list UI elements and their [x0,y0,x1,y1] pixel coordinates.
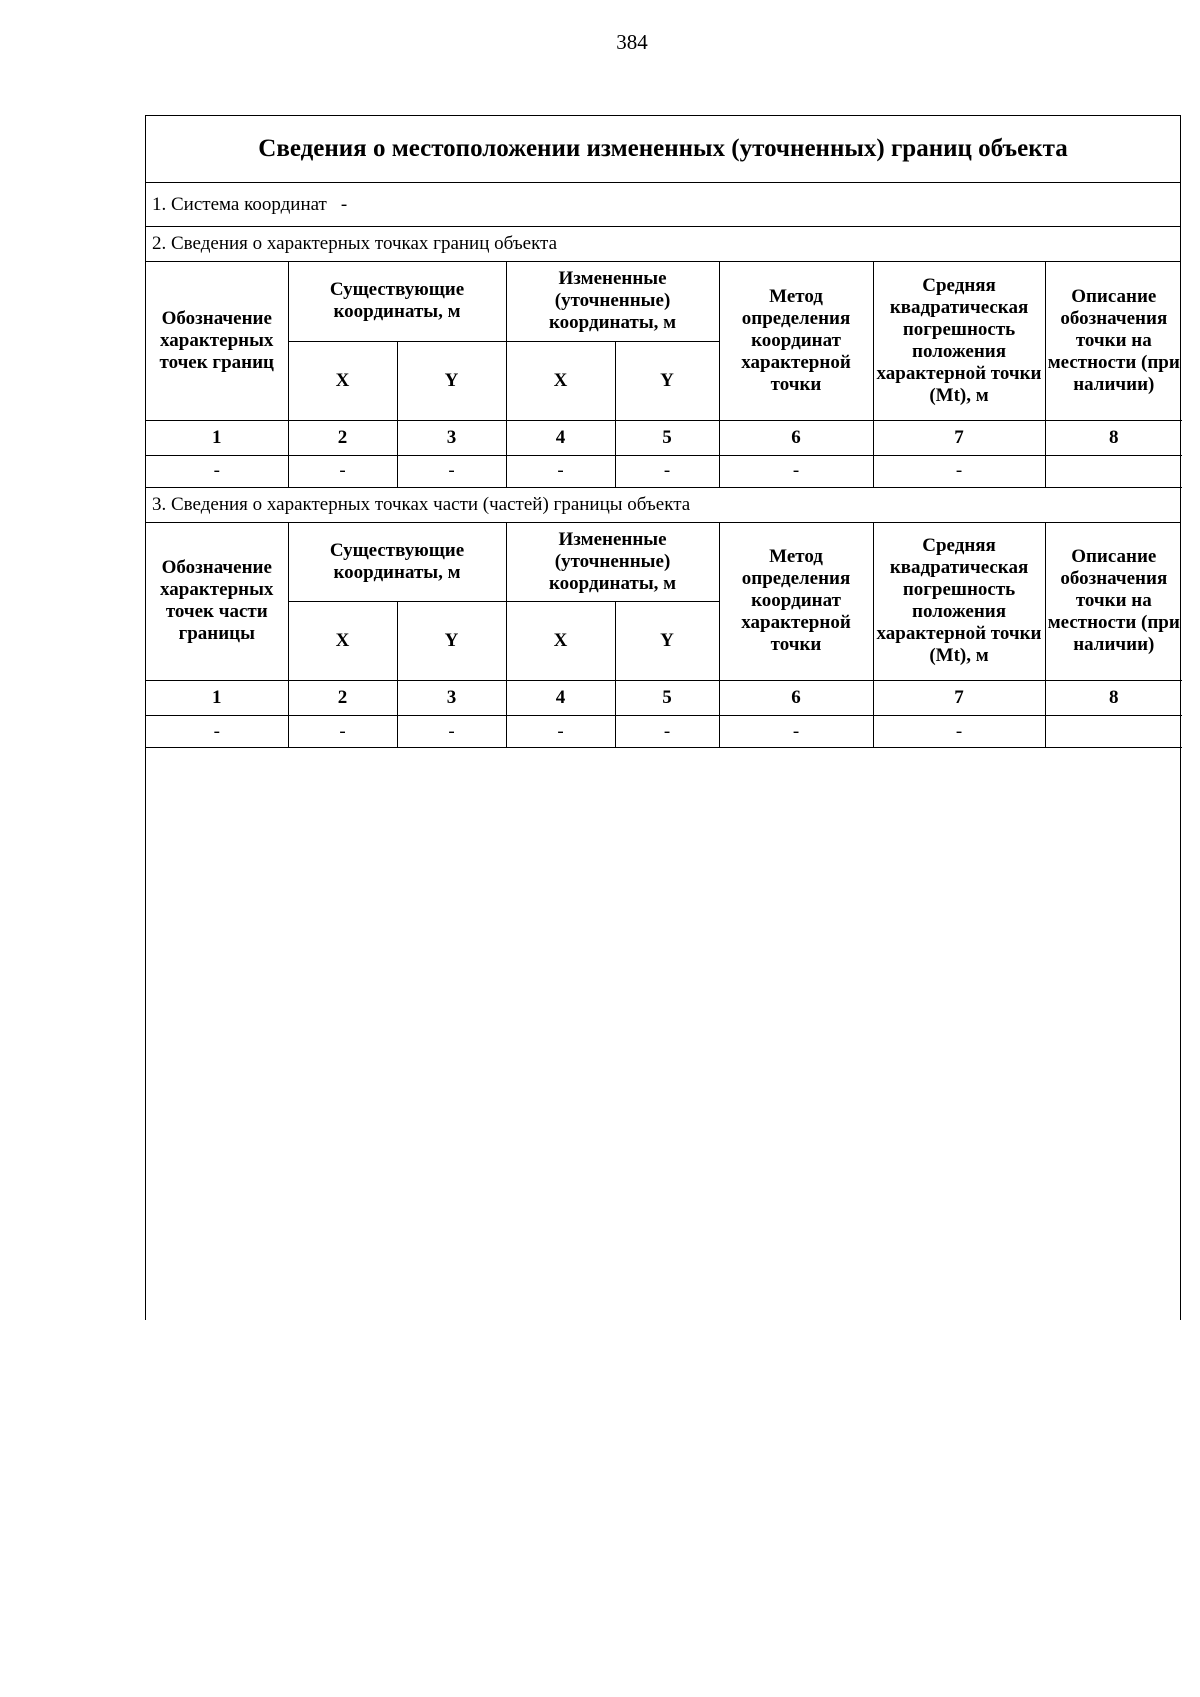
section2-cell: - [506,455,615,487]
section3-cell: - [397,716,506,748]
coordinate-system-value: - [340,193,348,215]
section3-data-row [146,716,1182,748]
section3-cell: - [146,716,288,748]
section3-header-point-designation: Обозначение характерных точек части границы [146,523,288,681]
coordinate-system-label: 1. Система координат [152,193,327,215]
section2-cell: - [146,455,288,487]
section3-header-changed-y: Y [615,602,719,681]
section2-column-number: 1 [146,420,288,455]
section3-column-number: 1 [146,681,288,716]
document-frame [145,115,1181,1320]
section3-column-number: 2 [288,681,397,716]
section3-column-number: 8 [1045,681,1182,716]
section2-cell [1045,455,1182,487]
section2-header-existing-x: X [288,341,397,420]
section3-header-method: Метод определения координат характерной точки [719,523,873,681]
section2-column-number: 4 [506,420,615,455]
section3-header-mean-error: Средняя квадратическая погрешность положения характерной точки (Mt), м [873,523,1045,681]
section3-cell: - [506,716,615,748]
section3-column-number: 7 [873,681,1045,716]
coordinate-system-row [146,183,1180,227]
section3-header-existing-y: Y [397,602,506,681]
section2-heading: 2. Сведения о характерных точках границ объекта [146,227,1180,262]
section3-header-changed-coordinates: Измененные (уточненные) координаты, м [506,523,719,602]
page-number: 384 [616,30,648,54]
section2-column-numbers [146,420,1182,455]
section3-column-number: 6 [719,681,873,716]
section3-column-number: 3 [397,681,506,716]
section2-cell: - [719,455,873,487]
section2-header-mean-error: Средняя квадратическая погрешность положения характерной точки (Mt), м [873,262,1045,420]
section3-header-existing-coordinates: Существующие координаты, м [288,523,506,602]
section2-column-number: 5 [615,420,719,455]
section3-table [146,523,1182,749]
section2-cell: - [397,455,506,487]
section2-data-row [146,455,1182,487]
section3-column-number: 4 [506,681,615,716]
section2-column-number: 8 [1045,420,1182,455]
section3-header-description: Описание обозначения точки на местности (при наличии) [1045,523,1182,681]
document-title: Сведения о местоположении измененных (уточненных) границ объекта [146,116,1180,183]
section3-header-changed-x: X [506,602,615,681]
section2-cell: - [873,455,1045,487]
section3-cell: - [288,716,397,748]
section2-cell: - [288,455,397,487]
section3-column-numbers [146,681,1182,716]
section2-column-number: 6 [719,420,873,455]
section2-table [146,262,1182,488]
section3-column-number: 5 [615,681,719,716]
section2-cell: - [615,455,719,487]
section2-header-existing-y: Y [397,341,506,420]
section2-header-method: Метод определения координат характерной точки [719,262,873,420]
section2-header-point-designation: Обозначение характерных точек границ [146,262,288,420]
section3-cell: - [615,716,719,748]
section3-header-existing-x: X [288,602,397,681]
section3-cell [1045,716,1182,748]
section2-header-changed-coordinates: Измененные (уточненные) координаты, м [506,262,719,341]
section2-column-number: 7 [873,420,1045,455]
section3-cell: - [873,716,1045,748]
section2-header-changed-y: Y [615,341,719,420]
section2-column-number: 2 [288,420,397,455]
section2-header-description: Описание обозначения точки на местности (при наличии) [1045,262,1182,420]
section3-heading: 3. Сведения о характерных точках части (частей) границы объекта [146,488,1180,523]
section2-header-existing-coordinates: Существующие координаты, м [288,262,506,341]
section2-header-changed-x: X [506,341,615,420]
section3-cell: - [719,716,873,748]
section2-column-number: 3 [397,420,506,455]
